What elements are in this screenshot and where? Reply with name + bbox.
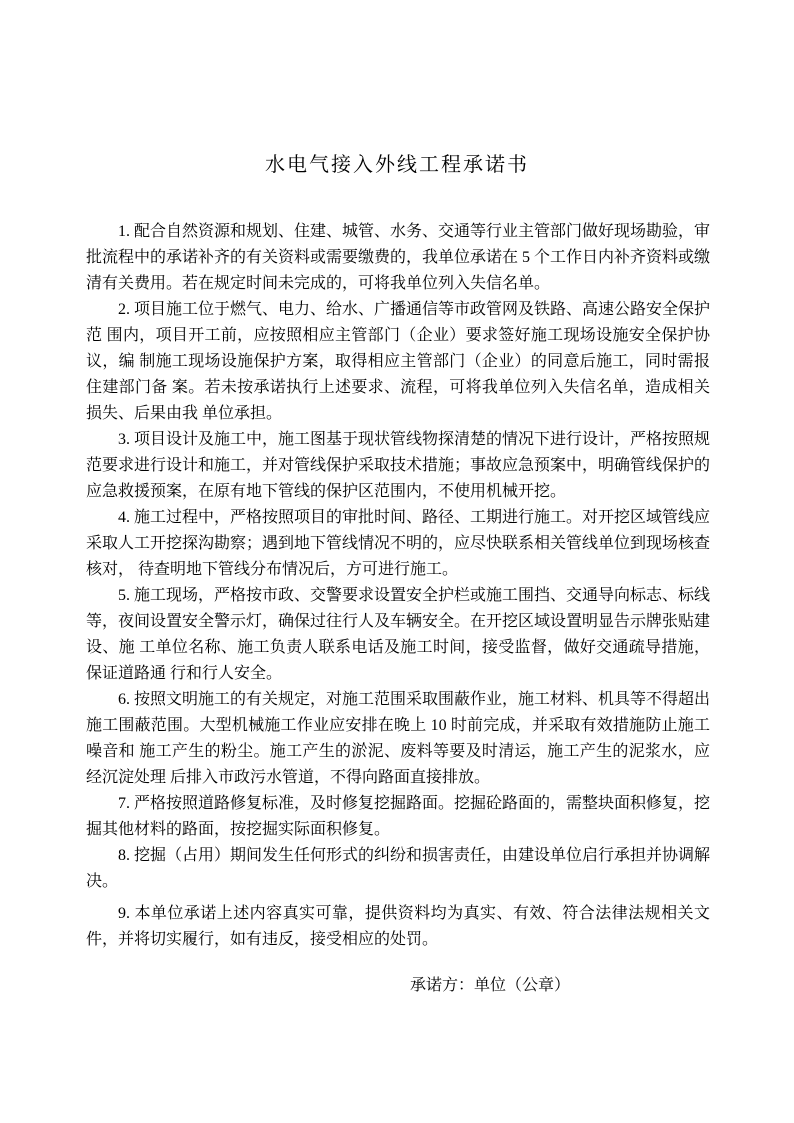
paragraph: 8. 挖掘（占用）期间发生任何形式的纠纷和损害责任，由建设单位启行承担并协调解决。: [86, 847, 711, 890]
paragraph: 6. 按照文明施工的有关规定，对施工范围采取围蔽作业，施工材料、机具等不得超出施工围蔽范围。大型机械施工作业应安排在晚上 10 时前完成，并采取有效措施防止施工噪音和 施工产生的粉尘。施工产生的淤泥、废料等要及时清运，施工产生的泥浆水，应经沉淀处理 后排入市政污水管道，不得向路面直接排放。: [86, 691, 711, 786]
page-title: 水电气接入外线工程承诺书: [265, 154, 529, 176]
paragraph: 4. 施工过程中，严格按照项目的审批时间、路径、工期进行施工。对开挖区域管线应采取人工开挖探沟勘察；遇到地下管线情况不明的，应尽快联系相关管线单位到现场核查核对， 待查明地下管线分布情况后，方可进行施工。: [86, 509, 711, 578]
paragraph: 2. 项目施工位于燃气、电力、给水、广播通信等市政管网及铁路、高速公路安全保护范 围内，项目开工前，应按照相应主管部门（企业）要求签好施工现场设施安全保护协议，编 制施工现场设施保护方案，取得相应主管部门（企业）的同意后施工，同时需报住建部门备 案。若未按承诺执行上述要求、流程，可将我单位列入失信名单，造成相关损失、后果由我 单位承担。: [86, 301, 711, 422]
paragraph: 7. 严格按照道路修复标准，及时修复挖掘路面。挖掘砼路面的，需整块面积修复，挖掘其他材料的路面，按挖掘实际面积修复。: [86, 795, 711, 838]
signature-line: 承诺方：单位（公章）: [410, 977, 571, 994]
document-body: [86, 219, 710, 999]
paragraph: 5. 施工现场，严格按市政、交警要求设置安全护栏或施工围挡、交通导向标志、标线等，夜间设置安全警示灯，确保过往行人及车辆安全。在开挖区域设置明显告示牌张贴建设、施 工单位名称、施工负责人联系电话及施工时间，接受监督，做好交通疏导措施，保证道路通 行和行人安全。: [86, 587, 711, 682]
paragraph: 1. 配合自然资源和规划、住建、城管、水务、交通等行业主管部门做好现场勘验，审批流程中的承诺补齐的有关资料或需要缴费的，我单位承诺在 5 个工作日内补齐资料或缴清有关费用。若在规定时间未完成的，可将我单位列入失信名单。: [86, 223, 711, 292]
paragraph: 3. 项目设计及施工中，施工图基于现状管线物探清楚的情况下进行设计，严格按照规范要求进行设计和施工，并对管线保护采取技术措施；事故应急预案中，明确管线保护的应急救援预案，在原有地下管线的保护区范围内，不使用机械开挖。: [86, 431, 711, 500]
paragraph: 9. 本单位承诺上述内容真实可靠，提供资料均为真实、有效、符合法律法规相关文件，并将切实履行，如有违反，接受相应的处罚。: [86, 905, 710, 948]
